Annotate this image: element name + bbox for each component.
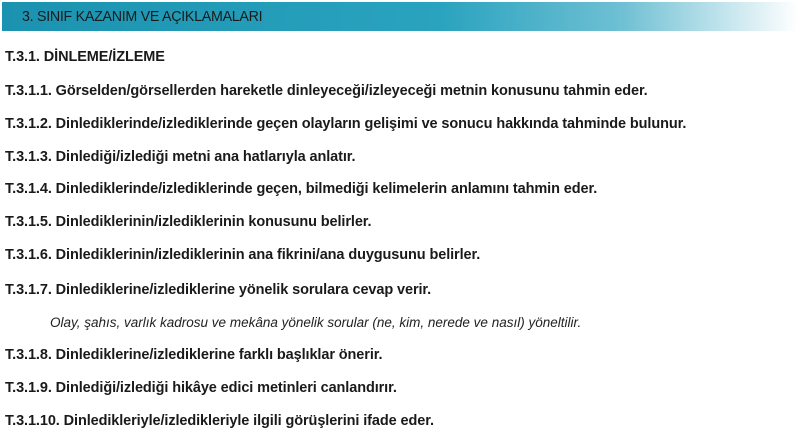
list-item: T.3.1.5. Dinlediklerinin/izlediklerinin konusunu belirler. [5, 214, 372, 230]
list-item: T.3.1.8. Dinlediklerine/izlediklerine farklı başlıklar önerir. [5, 347, 383, 363]
list-item: T.3.1.6. Dinlediklerinin/izlediklerinin ana fikrini/ana duygusunu belirler. [5, 247, 481, 263]
header-title: 3. SINIF KAZANIM VE AÇIKLAMALARI [22, 8, 263, 25]
explanation-note: Olay, şahıs, varlık kadrosu ve mekâna yönelik sorular (ne, kim, nerede ve nasıl) yöneltilir. [50, 315, 582, 330]
list-item: T.3.1.10. Dinledikleriyle/izledikleriyle ilgili görüşlerini ifade eder. [5, 413, 434, 429]
list-item: T.3.1.1. Görselden/görsellerden hareketle dinleyeceği/izleyeceği metnin konusunu tahmin eder. [5, 83, 648, 99]
list-item: T.3.1.4. Dinlediklerinde/izlediklerinde geçen, bilmediği kelimelerin anlamını tahmin eder. [5, 181, 598, 197]
list-item: T.3.1.9. Dinlediği/izlediği hikâye edici metinleri canlandırır. [5, 380, 397, 396]
list-item: T.3.1.7. Dinlediklerine/izlediklerine yönelik sorulara cevap verir. [5, 282, 432, 298]
list-item: T.3.1.2. Dinlediklerinde/izlediklerinde geçen olayların gelişimi ve sonucu hakkında tahminde bulunur. [5, 116, 687, 132]
list-item: T.3.1.3. Dinlediği/izlediği metni ana hatlarıyla anlatır. [5, 149, 356, 165]
header-bar [2, 2, 798, 31]
section-title: T.3.1. DİNLEME/İZLEME [5, 49, 165, 65]
